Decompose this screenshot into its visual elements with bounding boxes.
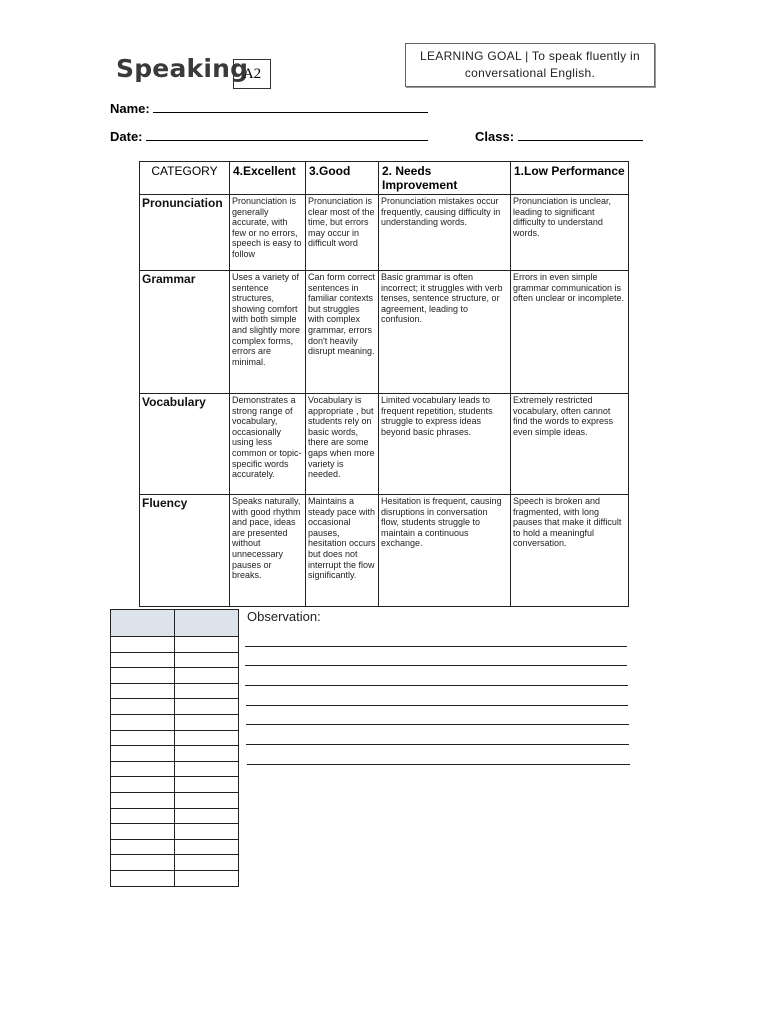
level-badge: A2 — [233, 59, 271, 89]
learning-goal-line-2: conversational English. — [464, 66, 596, 80]
score-cell[interactable] — [111, 652, 175, 668]
score-row — [111, 824, 239, 840]
score-cell[interactable] — [175, 637, 239, 653]
rubric-row-grammar — [140, 271, 629, 394]
category-vocabulary: Vocabulary — [140, 394, 230, 495]
rubric-header-row — [140, 162, 629, 195]
score-cell[interactable] — [175, 652, 239, 668]
cell-needs-improvement: Hesitation is frequent, causing disruptions in conversation flow, students struggle to maintain a continuous exchange. — [379, 495, 511, 607]
cell-good: Pronunciation is clear most of the time, but errors may occur in difficult word — [306, 195, 379, 271]
rubric-row-fluency — [140, 495, 629, 607]
cell-good: Maintains a steady pace with occasional pauses, hesitation occurs but does not interrupt the flow significantly. — [306, 495, 379, 607]
name-label: Name: — [110, 101, 150, 116]
score-cell[interactable] — [175, 668, 239, 684]
header-category: CATEGORY — [140, 162, 230, 195]
score-cell[interactable] — [111, 824, 175, 840]
observation-line[interactable] — [245, 646, 627, 647]
observation-line[interactable] — [246, 724, 629, 725]
cell-excellent: Uses a variety of sentence structures, showing comfort with both simple and slightly more complex forms, errors are minimal. — [230, 271, 306, 394]
score-cell[interactable] — [175, 870, 239, 886]
cell-needs-improvement: Pronunciation mistakes occur frequently, causing difficulty in understanding words. — [379, 195, 511, 271]
score-row — [111, 668, 239, 684]
cell-good: Vocabulary is appropriate , but students rely on basic words, there are some gaps when more variety is needed. — [306, 394, 379, 495]
date-blank[interactable] — [146, 128, 428, 141]
category-pronunciation: Pronunciation — [140, 195, 230, 271]
score-cell[interactable] — [111, 637, 175, 653]
cell-low-performance: Speech is broken and fragmented, with long pauses that make it difficult to hold a meaningful conversation. — [511, 495, 629, 607]
score-row — [111, 839, 239, 855]
score-row — [111, 761, 239, 777]
score-row — [111, 714, 239, 730]
cell-low-performance: Extremely restricted vocabulary, often cannot find the words to express even simple ideas. — [511, 394, 629, 495]
score-table — [110, 609, 239, 887]
score-row — [111, 746, 239, 762]
category-fluency: Fluency — [140, 495, 230, 607]
score-cell[interactable] — [111, 839, 175, 855]
score-cell[interactable] — [111, 855, 175, 871]
score-cell[interactable] — [111, 808, 175, 824]
score-row — [111, 730, 239, 746]
score-row — [111, 683, 239, 699]
page-title: Speaking — [116, 54, 249, 83]
score-cell[interactable] — [111, 777, 175, 793]
cell-needs-improvement: Basic grammar is often incorrect; it struggles with verb tenses, sentence structure, or agreement, leading to confusion. — [379, 271, 511, 394]
score-cell[interactable] — [175, 699, 239, 715]
name-blank[interactable] — [153, 100, 428, 113]
score-cell[interactable] — [175, 714, 239, 730]
score-row — [111, 855, 239, 871]
score-row — [111, 792, 239, 808]
score-cell[interactable] — [111, 761, 175, 777]
score-header-cell — [175, 610, 239, 637]
score-cell[interactable] — [111, 870, 175, 886]
observation-line[interactable] — [246, 744, 629, 745]
class-field — [475, 128, 643, 144]
score-cell[interactable] — [111, 699, 175, 715]
score-row — [111, 637, 239, 653]
header-needs-improvement: 2. Needs Improvement — [379, 162, 511, 195]
cell-excellent: Demonstrates a strong range of vocabulary, occasionally using less common or topic-specific words accurately. — [230, 394, 306, 495]
cell-excellent: Pronunciation is generally accurate, with few or no errors, speech is easy to follow — [230, 195, 306, 271]
observation-line[interactable] — [247, 764, 630, 765]
score-header-cell — [111, 610, 175, 637]
score-cell[interactable] — [111, 746, 175, 762]
rubric-row-pronunciation — [140, 195, 629, 271]
observation-label: Observation: — [247, 609, 321, 624]
score-cell[interactable] — [111, 714, 175, 730]
class-label: Class: — [475, 129, 515, 144]
score-cell[interactable] — [175, 855, 239, 871]
category-grammar: Grammar — [140, 271, 230, 394]
score-row — [111, 808, 239, 824]
cell-low-performance: Errors in even simple grammar communication is often unclear or incomplete. — [511, 271, 629, 394]
rubric-table — [139, 161, 629, 607]
observation-line[interactable] — [245, 665, 627, 666]
score-cell[interactable] — [111, 683, 175, 699]
score-cell[interactable] — [175, 839, 239, 855]
header-low-performance: 1.Low Performance — [511, 162, 629, 195]
header-excellent: 4.Excellent — [230, 162, 306, 195]
score-row — [111, 777, 239, 793]
score-cell[interactable] — [175, 746, 239, 762]
score-row — [111, 870, 239, 886]
cell-good: Can form correct sentences in familiar contexts but struggles with complex grammar, errors don't heavily disrupt meaning. — [306, 271, 379, 394]
cell-low-performance: Pronunciation is unclear, leading to significant difficulty to understand words. — [511, 195, 629, 271]
score-cell[interactable] — [111, 730, 175, 746]
score-cell[interactable] — [111, 792, 175, 808]
header-good: 3.Good — [306, 162, 379, 195]
name-field — [110, 100, 428, 116]
date-field — [110, 128, 428, 144]
score-row — [111, 652, 239, 668]
class-blank[interactable] — [518, 128, 643, 141]
learning-goal-line-1: LEARNING GOAL | To speak fluently in — [419, 49, 640, 63]
score-row — [111, 699, 239, 715]
score-cell[interactable] — [175, 730, 239, 746]
cell-excellent: Speaks naturally, with good rhythm and pace, ideas are presented without unnecessary pauses or breaks. — [230, 495, 306, 607]
learning-goal-box — [405, 43, 655, 87]
cell-needs-improvement: Limited vocabulary leads to frequent repetition, students struggle to express ideas beyond basic phrases. — [379, 394, 511, 495]
score-header-row — [111, 610, 239, 637]
score-cell[interactable] — [175, 683, 239, 699]
score-cell[interactable] — [175, 824, 239, 840]
date-label: Date: — [110, 129, 143, 144]
score-cell[interactable] — [175, 792, 239, 808]
score-cell[interactable] — [175, 808, 239, 824]
observation-line[interactable] — [246, 705, 628, 706]
score-cell[interactable] — [111, 668, 175, 684]
rubric-row-vocabulary — [140, 394, 629, 495]
observation-line[interactable] — [245, 685, 628, 686]
score-cell[interactable] — [175, 761, 239, 777]
score-cell[interactable] — [175, 777, 239, 793]
